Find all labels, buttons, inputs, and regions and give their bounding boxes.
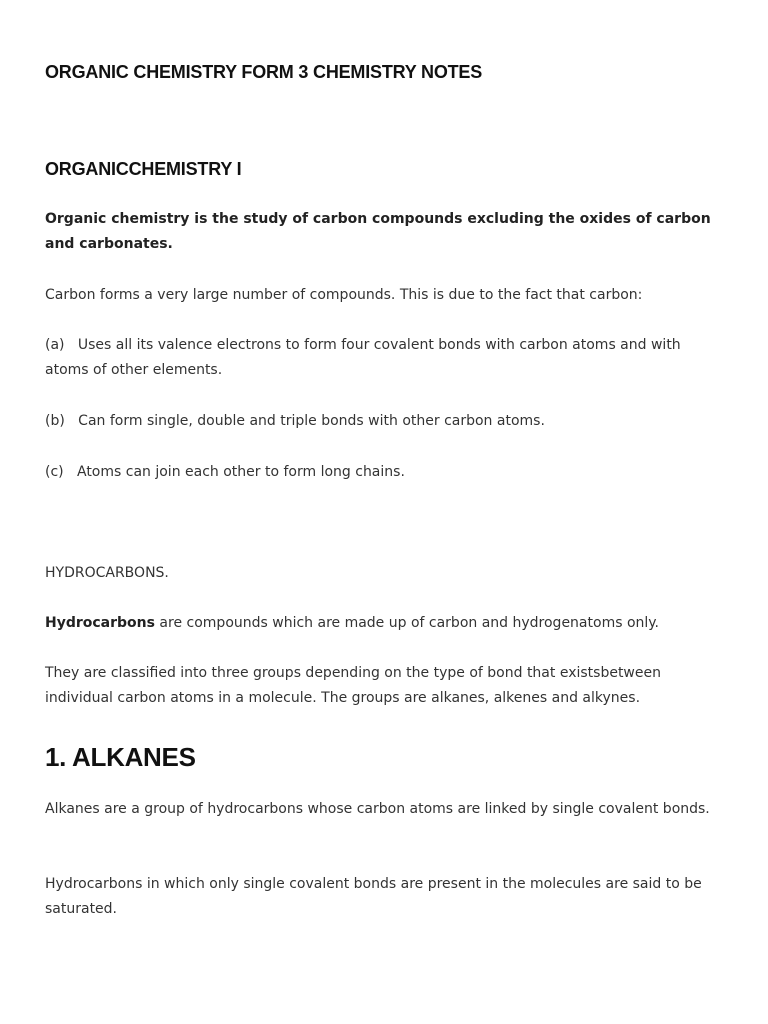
carbon-intro-paragraph: Carbon forms a very large number of compounds. This is due to the fact that carbon: [45,287,643,303]
hydrocarbons-definition: are compounds which are made up of carbon and hydrogenatoms only. [154,615,660,631]
reason-text: Atoms can join each other to form long chains. [76,464,405,480]
reason-marker: (b) [45,413,65,429]
saturated-paragraph: Hydrocarbons in which only single covalent bonds are present in the molecules are said to be saturated. [45,876,702,917]
hydrocarbons-term: Hydrocarbons [45,615,155,631]
reason-marker: (a) [45,337,65,353]
hydrocarbons-heading: HYDROCARBONS. [45,565,169,581]
reason-text: Can form single, double and triple bonds with other carbon atoms. [78,413,545,429]
classification-paragraph: They are classified into three groups depending on the type of bond that existsbetween individual carbon atoms in a molecule. The groups are alkanes, alkenes and alkynes. [45,665,661,706]
hydrocarbons-paragraph [45,611,725,636]
reason-item [45,460,725,485]
reason-item [45,333,725,383]
alkanes-heading: 1. ALKANES [45,742,196,772]
reason-text: Uses all its valence electrons to form four covalent bonds with carbon atoms and with atoms of other elements. [45,337,681,378]
alkanes-definition-paragraph: Alkanes are a group of hydrocarbons whose carbon atoms are linked by single covalent bonds. [45,801,710,817]
section-heading: ORGANICCHEMISTRY I [45,159,242,179]
definition-paragraph: Organic chemistry is the study of carbon compounds excluding the oxides of carbon and carbonates. [45,211,711,252]
reason-marker: (c) [45,464,64,480]
document-title: ORGANIC CHEMISTRY FORM 3 CHEMISTRY NOTES [45,62,483,82]
reason-item [45,409,725,434]
